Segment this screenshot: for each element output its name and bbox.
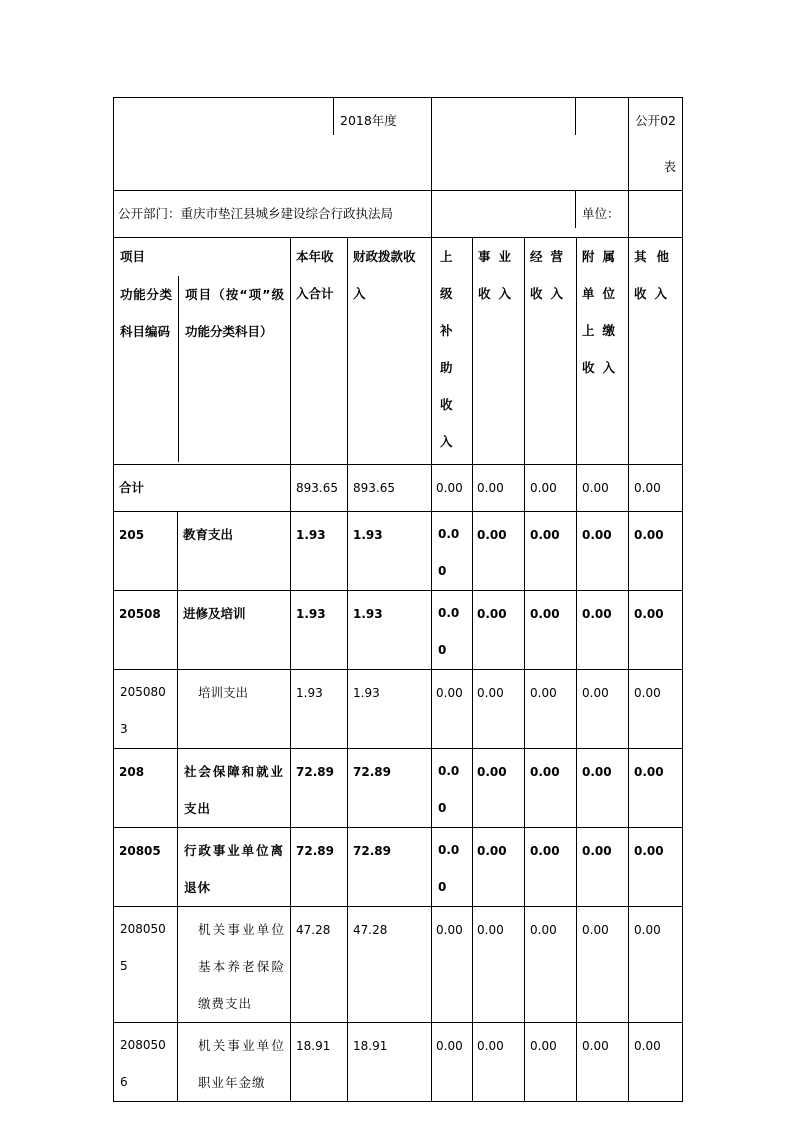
row-code: 2050803	[114, 670, 178, 749]
info-row	[114, 191, 683, 238]
row-business: 0.00	[473, 907, 525, 1023]
header-total: 本年收入合计	[291, 238, 348, 465]
header-row	[114, 238, 683, 465]
row-other: 0.00	[629, 591, 683, 670]
table-row	[114, 1023, 683, 1102]
income-table	[113, 97, 683, 1102]
row-other: 0.00	[629, 828, 683, 907]
row-total: 47.28	[291, 907, 348, 1023]
row-business: 0.00	[473, 828, 525, 907]
header-business: 事业收入	[473, 238, 525, 465]
total-label: 合计	[114, 465, 291, 512]
header-name: 项目（按“项”级功能分类科目）	[185, 287, 284, 339]
table-row	[114, 828, 683, 907]
row-name: 教育支出	[178, 512, 291, 591]
header-other: 其他收入	[629, 238, 683, 465]
row-upper: 0.00	[432, 512, 473, 591]
row-fiscal: 18.91	[348, 1023, 432, 1102]
row-other: 0.00	[629, 1023, 683, 1102]
row-affiliated: 0.00	[577, 1023, 629, 1102]
row-other: 0.00	[629, 670, 683, 749]
row-operation: 0.00	[525, 1023, 577, 1102]
header-fiscal: 财政拨款收入	[348, 238, 432, 465]
row-upper: 0.00	[432, 907, 473, 1023]
total-business: 0.00	[473, 465, 525, 512]
row-business: 0.00	[473, 749, 525, 828]
row-operation: 0.00	[525, 512, 577, 591]
table-row	[114, 591, 683, 670]
header-operation: 经营收入	[525, 238, 577, 465]
row-operation: 0.00	[525, 907, 577, 1023]
title-row	[114, 98, 683, 191]
row-name: 机关事业单位基本养老保险缴费支出	[178, 907, 291, 1023]
row-fiscal: 47.28	[348, 907, 432, 1023]
row-affiliated: 0.00	[577, 591, 629, 670]
row-other: 0.00	[629, 512, 683, 591]
row-affiliated: 0.00	[577, 670, 629, 749]
total-row	[114, 465, 683, 512]
row-upper: 0.00	[432, 670, 473, 749]
row-fiscal: 1.93	[348, 670, 432, 749]
table-row	[114, 907, 683, 1023]
table-year: 2018年度	[340, 113, 397, 128]
row-code: 2080505	[114, 907, 178, 1023]
row-other: 0.00	[629, 749, 683, 828]
row-fiscal: 72.89	[348, 828, 432, 907]
table-row	[114, 670, 683, 749]
header-item: 项目	[120, 249, 146, 264]
total-affiliated: 0.00	[577, 465, 629, 512]
table-row	[114, 749, 683, 828]
row-operation: 0.00	[525, 670, 577, 749]
row-business: 0.00	[473, 670, 525, 749]
row-code: 208	[114, 749, 178, 828]
total-fiscal: 893.65	[348, 465, 432, 512]
row-operation: 0.00	[525, 749, 577, 828]
row-affiliated: 0.00	[577, 512, 629, 591]
row-fiscal: 1.93	[348, 512, 432, 591]
row-code: 20508	[114, 591, 178, 670]
row-total: 1.93	[291, 512, 348, 591]
row-affiliated: 0.00	[577, 828, 629, 907]
row-affiliated: 0.00	[577, 749, 629, 828]
row-affiliated: 0.00	[577, 907, 629, 1023]
table-row	[114, 512, 683, 591]
unit-label: 单位：	[582, 206, 620, 221]
row-name: 进修及培训	[178, 591, 291, 670]
row-total: 1.93	[291, 591, 348, 670]
row-fiscal: 72.89	[348, 749, 432, 828]
row-code: 205	[114, 512, 178, 591]
header-affiliated: 附属单位上缴收入	[577, 238, 629, 465]
row-fiscal: 1.93	[348, 591, 432, 670]
row-other: 0.00	[629, 907, 683, 1023]
row-name: 培训支出	[178, 670, 291, 749]
title-blank	[114, 98, 432, 191]
header-upper: 上级补助收入	[432, 238, 473, 465]
row-upper: 0.00	[432, 591, 473, 670]
row-name: 社会保障和就业支出	[178, 749, 291, 828]
total-total: 893.65	[291, 465, 348, 512]
table-code: 公开02表	[629, 98, 683, 191]
row-name: 机关事业单位职业年金缴	[178, 1023, 291, 1102]
header-code: 功能分类科目编码	[114, 276, 179, 462]
total-other: 0.00	[629, 465, 683, 512]
row-operation: 0.00	[525, 591, 577, 670]
row-upper: 0.00	[432, 828, 473, 907]
department-label: 公开部门：重庆市垫江县城乡建设综合行政执法局	[114, 191, 432, 238]
row-business: 0.00	[473, 1023, 525, 1102]
row-code: 20805	[114, 828, 178, 907]
row-total: 18.91	[291, 1023, 348, 1102]
row-total: 1.93	[291, 670, 348, 749]
total-operation: 0.00	[525, 465, 577, 512]
row-total: 72.89	[291, 749, 348, 828]
row-upper: 0.00	[432, 749, 473, 828]
row-code: 2080506	[114, 1023, 178, 1102]
row-name: 行政事业单位离退休	[178, 828, 291, 907]
row-upper: 0.00	[432, 1023, 473, 1102]
row-total: 72.89	[291, 828, 348, 907]
total-upper: 0.00	[432, 465, 473, 512]
row-business: 0.00	[473, 591, 525, 670]
row-business: 0.00	[473, 512, 525, 591]
row-operation: 0.00	[525, 828, 577, 907]
